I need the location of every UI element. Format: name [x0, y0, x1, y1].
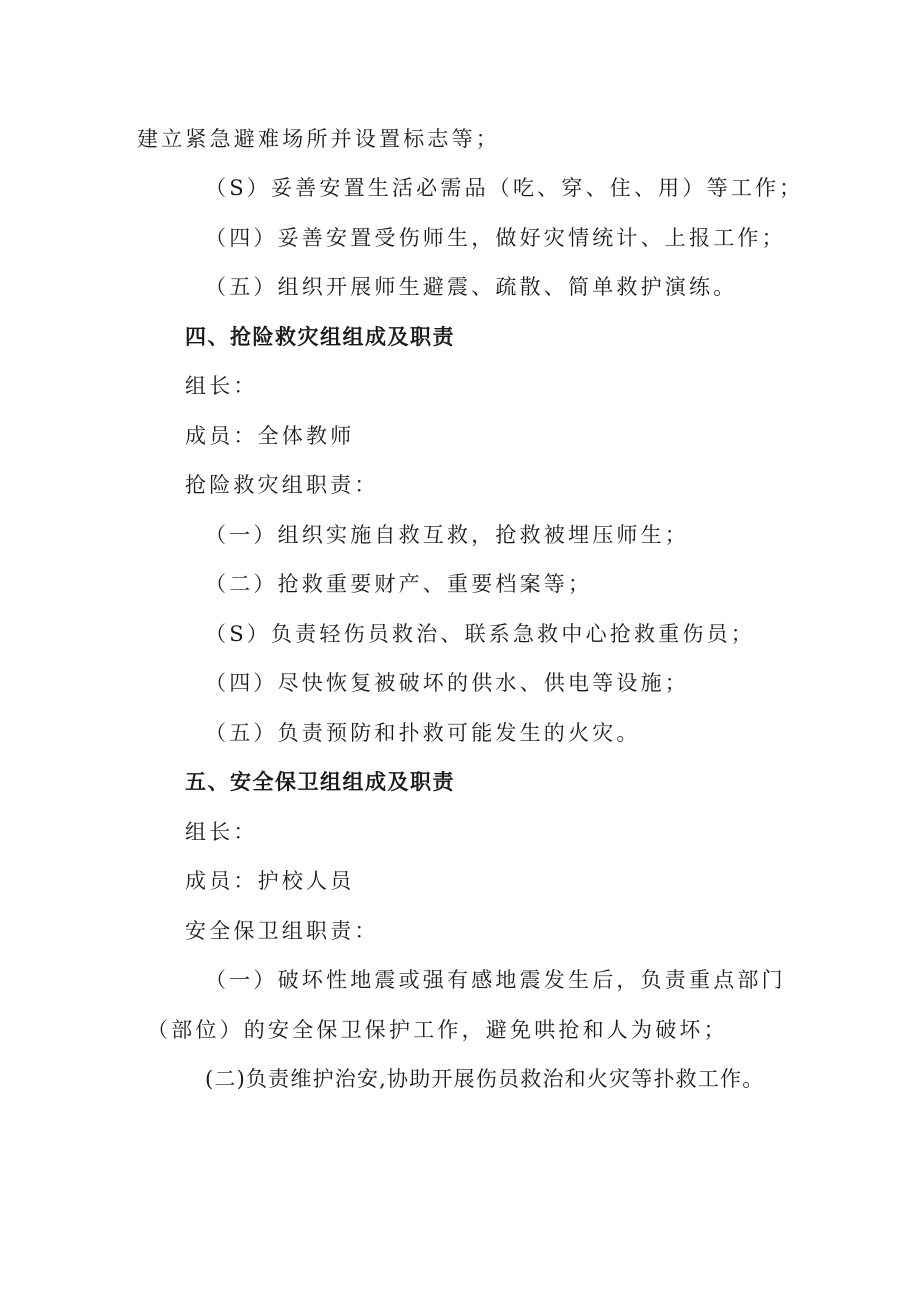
section4-item-1: （一）组织实施自救互救，抢救被埋压师生； — [205, 523, 689, 547]
section5-item-1-line-1: （一）破坏性地震或强有感地震发生后，负责重点部门 — [205, 968, 786, 992]
section3-item-3: （S）妥善安置生活必需品（吃、穿、住、用）等工作； — [205, 176, 804, 200]
section4-item-4: （四）尽快恢复被破坏的供水、供电等设施； — [205, 671, 689, 695]
section4-heading: 四、抢险救灾组组成及职责 — [185, 325, 455, 349]
section5-members: 成员：护校人员 — [185, 869, 355, 893]
section4-leader: 组长： — [185, 374, 258, 398]
section4-item-3: （S）负责轻伤员救治、联系急救中心抢救重伤员； — [205, 622, 755, 646]
section5-duties-label: 安全保卫组职责： — [185, 919, 379, 943]
section5-heading: 五、安全保卫组组成及职责 — [185, 770, 455, 794]
section3-item-5: （五）组织开展师生避震、疏散、简单救护演练。 — [205, 275, 738, 299]
section5-item-1-line-2: （部位）的安全保卫保护工作，避免哄抢和人为破坏； — [147, 1018, 728, 1042]
section4-members: 成员：全体教师 — [185, 424, 355, 448]
section3-continuation: 建立紧急避难场所并设置标志等； — [137, 127, 500, 151]
section5-item-2: (二)负责维护治安,协助开展伤员救治和火灾等扑救工作。 — [205, 1067, 765, 1091]
section5-leader: 组长： — [185, 820, 258, 844]
section3-item-4: （四）妥善安置受伤师生，做好灾情统计、上报工作； — [205, 226, 786, 250]
section4-item-2: （二）抢救重要财产、重要档案等； — [205, 572, 593, 596]
section4-duties-label: 抢险救灾组职责： — [185, 473, 379, 497]
section4-item-5: （五）负责预防和扑救可能发生的火灾。 — [205, 721, 641, 745]
